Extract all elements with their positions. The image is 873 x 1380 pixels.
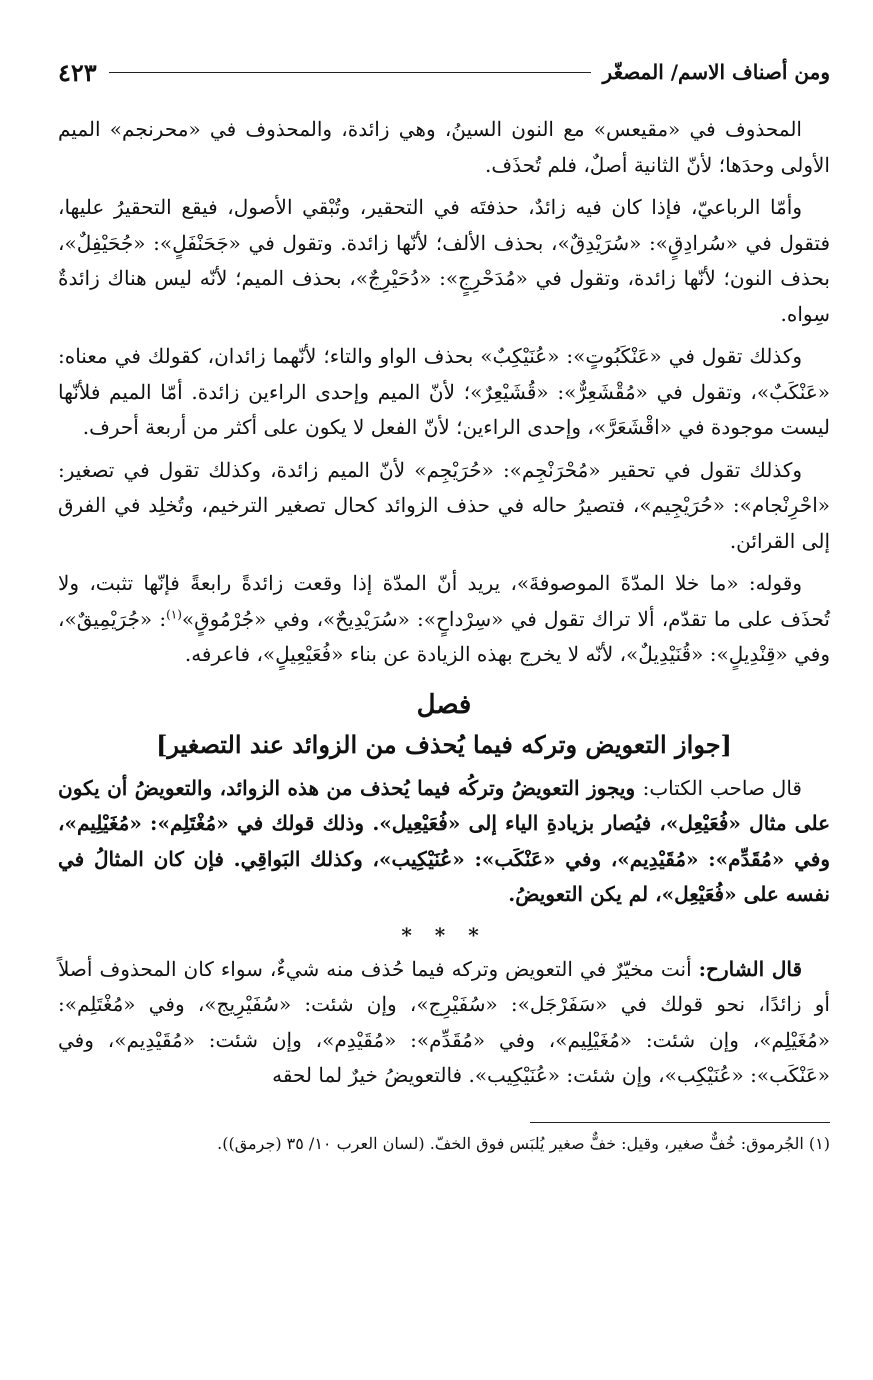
footnote-marker: (١)	[166, 606, 182, 621]
matn-text: ويجوز التعويضُ وتركُه فيما يُحذف من هذه الزوائد، والتعويضُ أن يكون على مثال «فُعَيْعِل»، فيُصار بزيادةِ الياء إلى «فُعَيْعِيل». وذلك قولك في «مُغْتَلِم»: «مُغَيْلِيم»، وفي «مُقَدِّم»: «مُقَيْدِيم»، وفي «عَنْكَب»: «عُنَيْكِيب»، وكذلك البَواقِي. فإن كان المثالُ في نفسه على «فُعَيْعِل»، لم يكن التعويضُ.	[58, 775, 830, 906]
page-number: ٤٢٣	[58, 57, 97, 87]
paragraph: وكذلك تقول في «عَنْكَبُوتٍ»: «عُنَيْكِبٌ» بحذف الواو والتاء؛ لأنّهما زائدان، كقولك في معناه: «عَنْكَبٌ»، وتقول في «مُقْشَعِرٌّ»: «قُشَيْعِرٌ»؛ لأنّ الميم وإحدى الراءين زائدة. أمّا الميم فلأنّها ليست موجودة في «اقْشَعَرَّ»، وإحدى الراءين؛ لأنّ الفعل لا يكون على أكثر من أربعة أحرف.	[58, 344, 830, 439]
paragraph: المحذوف في «مقيعس» مع النون السينُ، وهي زائدة، والمحذوف في «محرنجم» الميم الأولى وحدَها؛ لأنّ الثانية أصلٌ، فلم تُحذَف.	[58, 117, 830, 177]
matn-paragraph	[58, 771, 830, 913]
running-title: ومن أصناف الاسم/ المصغّر	[602, 60, 830, 84]
paragraph-text: وقوله: «ما خلا المدّةَ الموصوفةَ»، يريد أنّ المدّة إذا وقعت زائدةً رابعةً فإنّها تثبت، ولا تُحذَف على ما تقدّم، ألا تراك تقول في «سِرْداحٍ»: «سُرَيْدِيحٌ»، وفي «جُرْمُوقٍ»	[58, 571, 830, 631]
paragraph: وكذلك تقول في تحقير «مُحْرَنْجِم»: «حُرَيْجِم» لأنّ الميم زائدة، وكذلك تقول في تصغير: «احْرِنْجام»: «حُرَيْجِيم»، فتصيرُ حاله في حذف الزوائد كحال تصغير الترخيم، وتُخلِد في الفرق إلى القرائن.	[58, 457, 830, 553]
paragraph: وأمّا الرباعيّ، فإذا كان فيه زائدٌ، حذفتَه في التحقير، وتُبْقي الأصول، فيقع التحقيرُ عليها، فتقول في «سُرادِقٍ»: «سُرَيْدِقٌ»، بحذف الألف؛ لأنّها زائدة. وتقول في «جَحَنْفَلٍ»: «جُحَيْفِلٌ»، بحذف النون؛ لأنّها زائدة، وتقول في «مُدَحْرِجٍ»: «دُحَيْرِجٌ»، بحذف الميم؛ لأنّه ليس هناك زائدةٌ سِواه.	[58, 195, 831, 326]
matn-lead: قال صاحب الكتاب:	[642, 775, 802, 800]
section-subtitle: [جواز التعويض وتركه فيما يُحذف من الزوائد عند التصغير]	[156, 729, 732, 759]
footnote-rule	[530, 1122, 830, 1123]
section-word: فصل	[416, 689, 472, 720]
footnote: (١) الجُرموق: خُفٌّ صغير، وقيل: خفٌّ صغير يُلبَس فوق الخفّ. (لسان العرب ١٠/ ٣٥ (جرمق)).	[217, 1133, 830, 1153]
book-page	[58, 52, 830, 1352]
section-heading	[58, 685, 830, 765]
sharh-paragraph	[58, 952, 830, 1094]
paragraph	[58, 566, 830, 673]
running-header	[58, 52, 830, 92]
sharh-text: أنت مخيّرٌ في التعويض وتركه فيما حُذف منه شيءٌ، سواء كان المحذوف أصلاً أو زائدًا، نحو قولك في «سَفَرْجَل»: «سُفَيْرِج»، وإن شئت: «سُفَيْرِيج»، وفي «مُغْتَلِم»: «مُغَيْلِم»، وإن شئت: «مُغَيْلِيم»، وفي «مُقَدِّم»: «مُقَيْدِم»، وإن شئت: «مُقَيْدِيم»، وفي «عَنْكَب»: «عُنَيْكِب»، وإن شئت: «عُنَيْكِيب». فالتعويضُ خيرٌ لما لحقه	[58, 956, 830, 1087]
sharh-lead: قال الشارح:	[698, 956, 803, 981]
paragraph-text: : «جُرَيْمِيقٌ»، وفي «قِنْدِيلٍ»: «قُنَيْدِيلٌ»، لأنّه لا يخرج بهذه الزيادة عن بناء «فُعَيْعِيلٍ»، فاعرفه.	[58, 606, 830, 666]
header-rule	[109, 72, 591, 73]
body-text	[58, 112, 830, 1094]
section-separator: * * *	[401, 922, 487, 947]
